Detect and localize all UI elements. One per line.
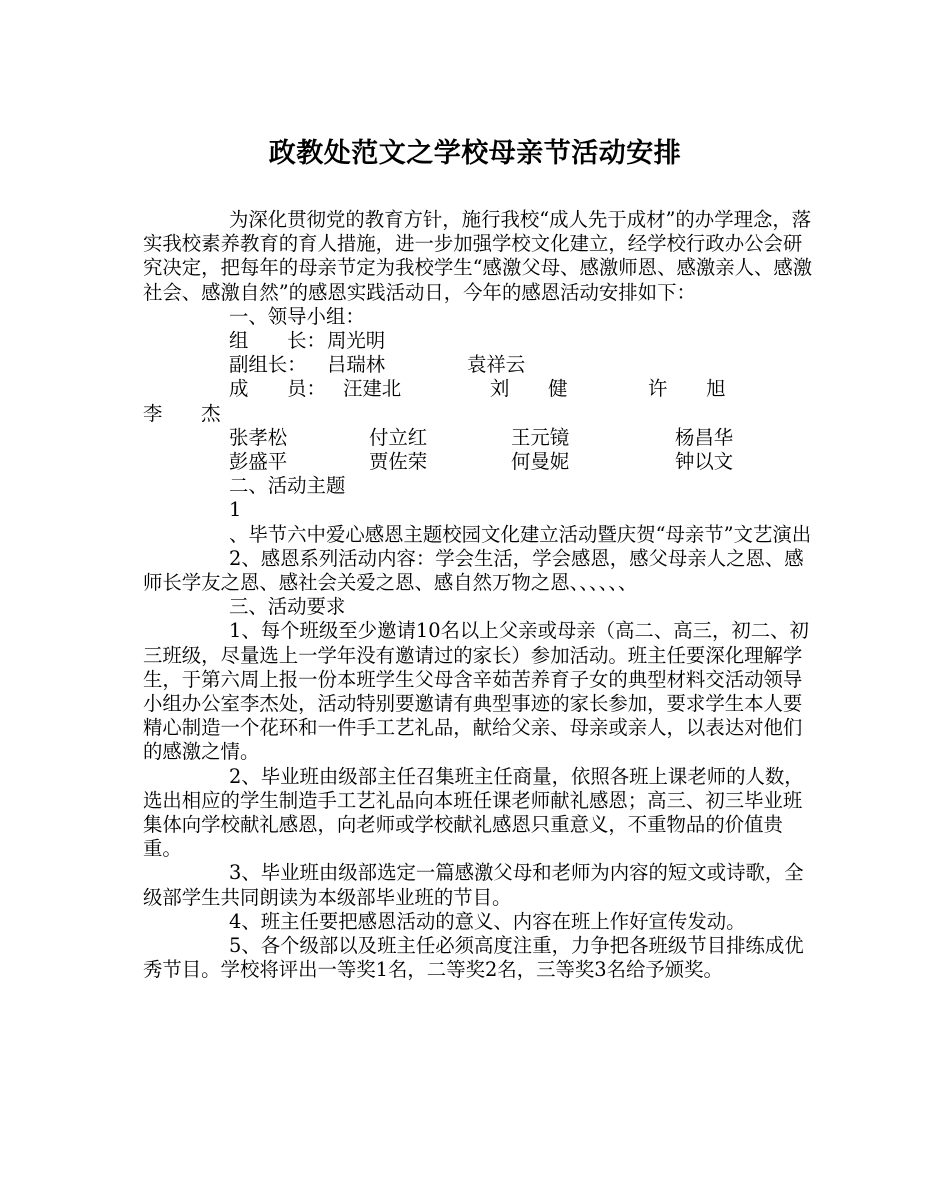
members-row (143, 450, 815, 474)
deputy-name: 吕瑞林 (327, 353, 386, 377)
leader-row (143, 329, 815, 353)
member-name: 张孝松 (229, 425, 288, 449)
members-row (143, 426, 815, 450)
document-body (143, 208, 815, 982)
members-row (143, 377, 815, 401)
member-name: 贾佐荣 (369, 449, 428, 473)
member-name: 刘 健 (490, 377, 568, 401)
member-name: 李 杰 (143, 401, 221, 425)
member-name: 王元镜 (511, 425, 570, 449)
deputy-label: 副组长： (229, 353, 307, 377)
document-title: 政教处范文之学校母亲节活动安排 (268, 138, 682, 169)
section-heading-requirements: 三、活动要求 (229, 595, 346, 619)
leader-name: 周光明 (327, 329, 386, 353)
theme-item: 2、感恩系列活动内容：学会生活，学会感恩，感父母亲人之恩、感师长学友之恩、感社会关爱之恩、感自然万物之恩、、、、、、 (143, 546, 804, 594)
section-heading-leadership: 一、领导小组： (229, 304, 365, 328)
requirement-item: 2、毕业班由级部主任召集班主任商量，依照各班上课老师的人数，选出相应的学生制造手工艺礼品向本班任课老师献礼感恩；高三、初三毕业班集体向学校献礼感恩，向老师或学校献礼感恩只重意义，不重物品的价值贵重。 (143, 764, 804, 861)
members-label: 成 员： (229, 377, 326, 401)
deputy-name: 袁祥云 (467, 353, 526, 377)
section-heading-theme: 二、活动主题 (229, 474, 346, 498)
member-name: 付立红 (369, 425, 428, 449)
theme-number: 1 (229, 498, 242, 522)
member-name: 汪建北 (343, 377, 402, 401)
theme-item: 、毕节六中爱心感恩主题校园文化建立活动暨庆贺“母亲节”文艺演出 (229, 522, 812, 546)
member-name: 彭盛平 (229, 449, 288, 473)
intro-paragraph: 为深化贯彻党的教育方针，施行我校“成人先于成材”的办学理念，落实我校素养教育的育人措施，进一步加强学校文化建立，经学校行政办公会研究决定，把每年的母亲节定为我校学生“感激父母、感激师恩、感激亲人、感激社会、感激自然”的感恩实践活动日，今年的感恩活动安排如下： (143, 208, 813, 304)
requirement-item: 4、班主任要把感恩活动的意义、内容在班上作好宣传发动。 (229, 909, 746, 933)
leader-label: 组 长： (229, 329, 326, 353)
member-name: 何曼妮 (511, 449, 570, 473)
requirement-item: 1、每个班级至少邀请10名以上父亲或母亲（高二、高三，初二、初三班级，尽量选上一学年没有邀请过的家长）参加活动。班主任要深化理解学生，于第六周上报一份本班学生父母含辛茹苦养育子女的典型材料交活动领导小组办公室李杰处，活动特别要邀请有典型事迹的家长参加，要求学生本人要精心制造一个花环和一件手工艺礼品，献给父亲、母亲或亲人，以表达对他们的感激之情。 (143, 619, 809, 764)
requirement-item: 3、毕业班由级部选定一篇感激父母和老师为内容的短文或诗歌，全级部学生共同朗读为本级部毕业班的节目。 (143, 861, 804, 909)
members-wrap-row (143, 402, 815, 426)
member-name: 杨昌华 (675, 425, 734, 449)
member-name: 钟以文 (675, 449, 734, 473)
member-name: 许 旭 (648, 377, 726, 401)
requirement-item: 5、各个级部以及班主任必须高度注重，力争把各班级节目排练成优秀节目。学校将评出一等奖1名，二等奖2名，三等奖3名给予颁奖。 (143, 934, 804, 982)
deputy-row (143, 353, 815, 377)
